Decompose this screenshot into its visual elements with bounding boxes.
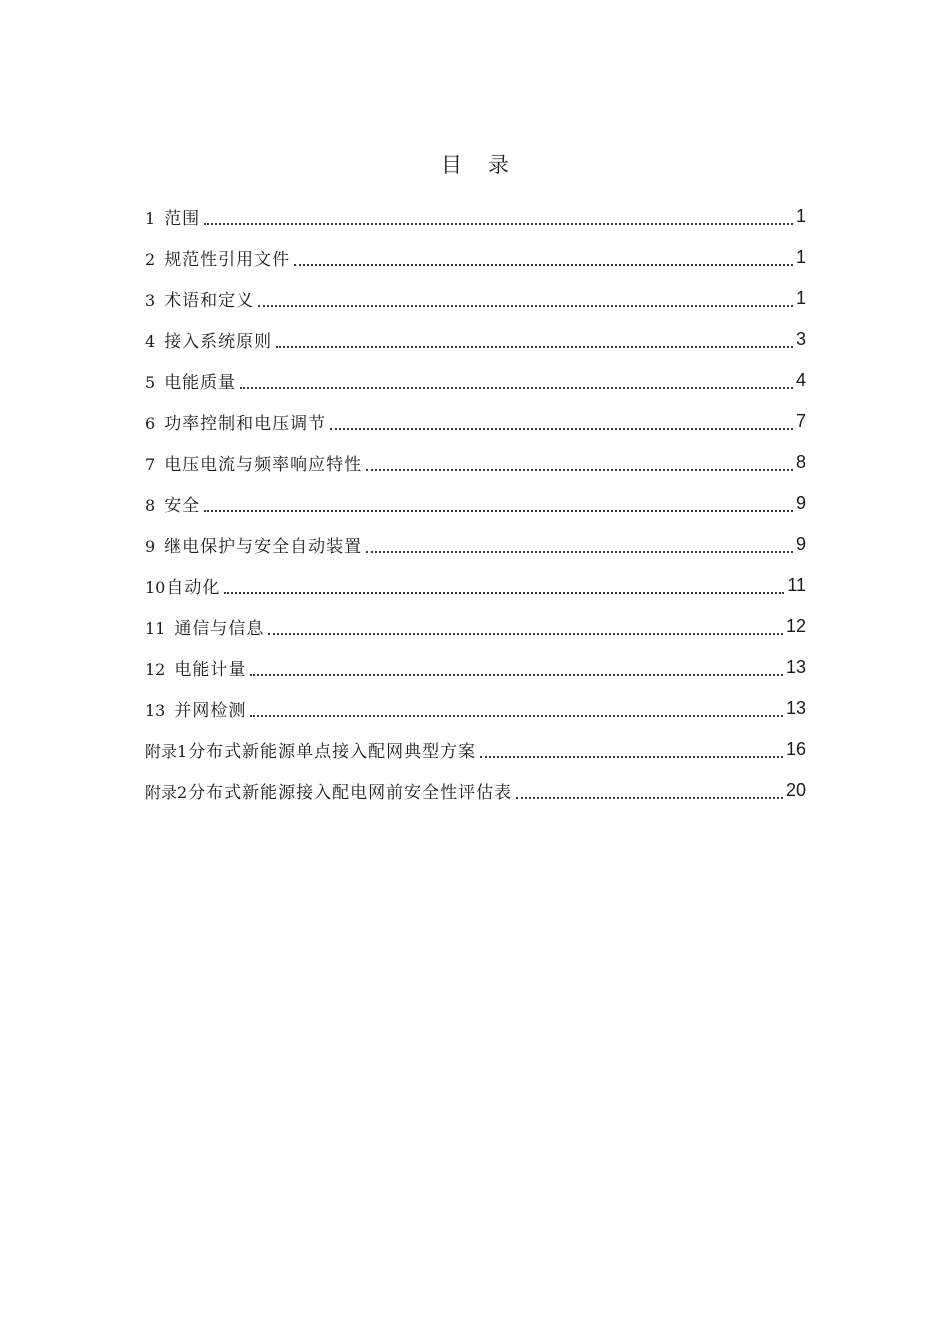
- toc-entry-number: 3: [145, 291, 156, 310]
- toc-entry-number: 附录2: [145, 783, 188, 802]
- toc-entry-12[interactable]: [145, 645, 806, 686]
- toc-dot-leader: [330, 428, 793, 430]
- toc-entry-page: 13: [785, 657, 806, 677]
- toc-dot-leader: [250, 674, 783, 676]
- toc-entry-page: 1: [795, 247, 806, 267]
- toc-entry-label: 并网检测: [174, 701, 247, 721]
- toc-entry-label: 范围: [164, 209, 201, 229]
- toc-entry-number: 4: [145, 332, 156, 351]
- toc-entry-page: 4: [795, 370, 806, 390]
- toc-dot-leader: [480, 756, 783, 758]
- toc-entry-page: 13: [785, 698, 806, 718]
- toc-dot-leader: [516, 797, 783, 799]
- toc-entry-number: 11: [145, 619, 166, 638]
- toc-dot-leader: [366, 551, 793, 553]
- toc-dot-leader: [250, 715, 783, 717]
- toc-entry-label: 分布式新能源单点接入配网典型方案: [188, 742, 477, 762]
- toc-entry-number: 2: [145, 250, 156, 269]
- toc-title-right: 录: [488, 153, 509, 177]
- toc-dot-leader: [366, 469, 793, 471]
- toc-entry-appendix-1[interactable]: [145, 727, 806, 768]
- toc-dot-leader: [258, 305, 793, 307]
- toc-entry-page: 12: [785, 616, 806, 636]
- toc-list: [145, 194, 806, 809]
- toc-entry-6[interactable]: [145, 399, 806, 440]
- toc-entry-page: 3: [795, 329, 806, 349]
- toc-entry-label: 术语和定义: [164, 291, 255, 311]
- toc-dot-leader: [224, 592, 784, 594]
- toc-entry-7[interactable]: [145, 440, 806, 481]
- toc-entry-page: 20: [785, 780, 806, 800]
- toc-entry-label: 分布式新能源接入配电网前安全性评估表: [188, 783, 513, 803]
- toc-entry-label: 电能计量: [174, 660, 247, 680]
- toc-entry-label: 接入系统原则: [164, 332, 273, 352]
- toc-entry-page: 16: [785, 739, 806, 759]
- toc-dot-leader: [204, 223, 793, 225]
- toc-entry-number: 13: [145, 701, 166, 720]
- toc-entry-label: 电能质量: [164, 373, 237, 393]
- toc-entry-page: 9: [795, 493, 806, 513]
- toc-entry-9[interactable]: [145, 522, 806, 563]
- toc-entry-page: 8: [795, 452, 806, 472]
- toc-entry-number: 8: [145, 496, 156, 515]
- toc-entry-page: 7: [795, 411, 806, 431]
- toc-entry-label: 继电保护与安全自动装置: [164, 537, 363, 557]
- toc-entry-number: 9: [145, 537, 156, 556]
- toc-entry-page: 1: [795, 206, 806, 226]
- toc-title: [0, 150, 950, 180]
- toc-entry-label: 自动化: [166, 578, 221, 598]
- toc-entry-page: 9: [795, 534, 806, 554]
- toc-dot-leader: [276, 346, 793, 348]
- toc-entry-label: 安全: [164, 496, 201, 516]
- toc-entry-10[interactable]: [145, 563, 806, 604]
- toc-entry-3[interactable]: [145, 276, 806, 317]
- toc-entry-2[interactable]: [145, 235, 806, 276]
- toc-entry-label: 规范性引用文件: [164, 250, 291, 270]
- toc-dot-leader: [240, 387, 793, 389]
- toc-entry-8[interactable]: [145, 481, 806, 522]
- toc-entry-1[interactable]: [145, 194, 806, 235]
- toc-entry-number: 10: [145, 578, 166, 597]
- toc-entry-label: 功率控制和电压调节: [164, 414, 327, 434]
- toc-dot-leader: [268, 633, 783, 635]
- toc-entry-number: 6: [145, 414, 156, 433]
- toc-entry-page: 1: [795, 288, 806, 308]
- toc-dot-leader: [204, 510, 793, 512]
- toc-entry-label: 通信与信息: [174, 619, 265, 639]
- toc-entry-number: 7: [145, 455, 156, 474]
- toc-entry-5[interactable]: [145, 358, 806, 399]
- toc-entry-page: 11: [787, 575, 806, 595]
- toc-entry-11[interactable]: [145, 604, 806, 645]
- toc-entry-13[interactable]: [145, 686, 806, 727]
- toc-entry-4[interactable]: [145, 317, 806, 358]
- toc-entry-number: 附录1: [145, 742, 188, 761]
- toc-entry-label: 电压电流与频率响应特性: [164, 455, 363, 475]
- toc-entry-number: 5: [145, 373, 156, 392]
- toc-entry-number: 12: [145, 660, 166, 679]
- toc-title-left: 目: [441, 153, 462, 177]
- toc-dot-leader: [294, 264, 793, 266]
- toc-entry-number: 1: [145, 209, 156, 228]
- toc-entry-appendix-2[interactable]: [145, 768, 806, 809]
